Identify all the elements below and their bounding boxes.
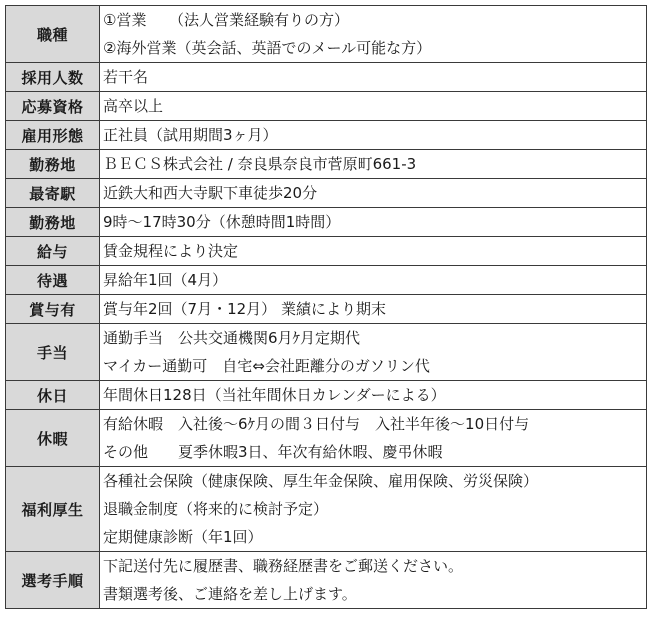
table-row: [6, 6, 647, 63]
table-row: [6, 381, 647, 410]
row-label: 最寄駅: [6, 179, 100, 208]
row-value-line: 賞与年2回（7月・12月） 業績により期末: [103, 300, 386, 318]
table-row: [6, 150, 647, 179]
row-value-line: 各種社会保険（健康保険、厚生年金保険、雇用保険、労災保険）: [103, 472, 539, 490]
table-row: [6, 295, 647, 324]
table-row: [6, 266, 647, 295]
row-value: [100, 467, 647, 552]
table-row: [6, 324, 647, 381]
row-value-line: ＢＥＣＳ株式会社 / 奈良県奈良市菅原町661-3: [103, 155, 417, 173]
table-row: [6, 552, 647, 609]
table-row: [6, 92, 647, 121]
row-label: 休日: [6, 381, 100, 410]
row-value-line: 下記送付先に履歴書、職務経歴書をご郵送ください。: [103, 557, 464, 575]
row-value-line: ②海外営業（英会話、英語でのメール可能な方）: [103, 39, 432, 57]
job-details-table-body: [6, 6, 647, 609]
row-label: 待遇: [6, 266, 100, 295]
row-value: [100, 63, 647, 92]
row-value: [100, 121, 647, 150]
row-value-line: 有給休暇 入社後～6ｹ月の間３日付与 入社半年後～10日付与: [103, 415, 530, 433]
row-label: 手当: [6, 324, 100, 381]
row-value-line: 9時～17時30分（休憩時間1時間）: [103, 213, 341, 231]
row-value-line: 若干名: [103, 68, 149, 86]
row-value-line: 年間休日128日（当社年間休日カレンダーによる）: [103, 386, 446, 404]
row-value: [100, 295, 647, 324]
row-value-line: 定期健康診断（年1回）: [103, 528, 263, 546]
table-row: [6, 208, 647, 237]
row-label: 勤務地: [6, 150, 100, 179]
row-label: 給与: [6, 237, 100, 266]
row-label: 採用人数: [6, 63, 100, 92]
row-label: 雇用形態: [6, 121, 100, 150]
row-value-line: 近鉄大和西大寺駅下車徒歩20分: [103, 184, 318, 202]
row-value-line: その他 夏季休暇3日、年次有給休暇、慶弔休暇: [103, 443, 443, 461]
row-value: [100, 324, 647, 381]
row-value-line: 昇給年1回（4月）: [103, 271, 228, 289]
row-value-line: 書類選考後、ご連絡を差し上げます。: [103, 585, 357, 603]
row-value: [100, 6, 647, 63]
table-row: [6, 63, 647, 92]
row-label: 福利厚生: [6, 467, 100, 552]
table-row: [6, 467, 647, 552]
job-details-sheet: [5, 5, 646, 609]
row-value: [100, 237, 647, 266]
table-row: [6, 410, 647, 467]
row-value: [100, 208, 647, 237]
row-value: [100, 179, 647, 208]
job-details-table: [5, 5, 647, 609]
row-value-line: 正社員（試用期間3ヶ月）: [103, 126, 278, 144]
row-value: [100, 150, 647, 179]
row-value: [100, 552, 647, 609]
row-label: 賞与有: [6, 295, 100, 324]
row-value-line: 通勤手当 公共交通機関6月ｹ月定期代: [103, 329, 361, 347]
row-label: 選考手順: [6, 552, 100, 609]
row-value: [100, 266, 647, 295]
table-row: [6, 179, 647, 208]
row-value-line: 賃金規程により決定: [103, 242, 239, 260]
row-label: 応募資格: [6, 92, 100, 121]
row-value-line: マイカー通勤可 自宅⇔会社距離分のガソリン代: [103, 357, 430, 375]
row-value: [100, 410, 647, 467]
table-row: [6, 121, 647, 150]
row-value-line: 高卒以上: [103, 97, 164, 115]
row-label: 職種: [6, 6, 100, 63]
row-value: [100, 92, 647, 121]
row-value-line: ①営業 （法人営業経験有りの方）: [103, 11, 349, 29]
table-row: [6, 237, 647, 266]
row-label: 勤務地: [6, 208, 100, 237]
row-value: [100, 381, 647, 410]
row-value-line: 退職金制度（将来的に検討予定）: [103, 500, 329, 518]
row-label: 休暇: [6, 410, 100, 467]
